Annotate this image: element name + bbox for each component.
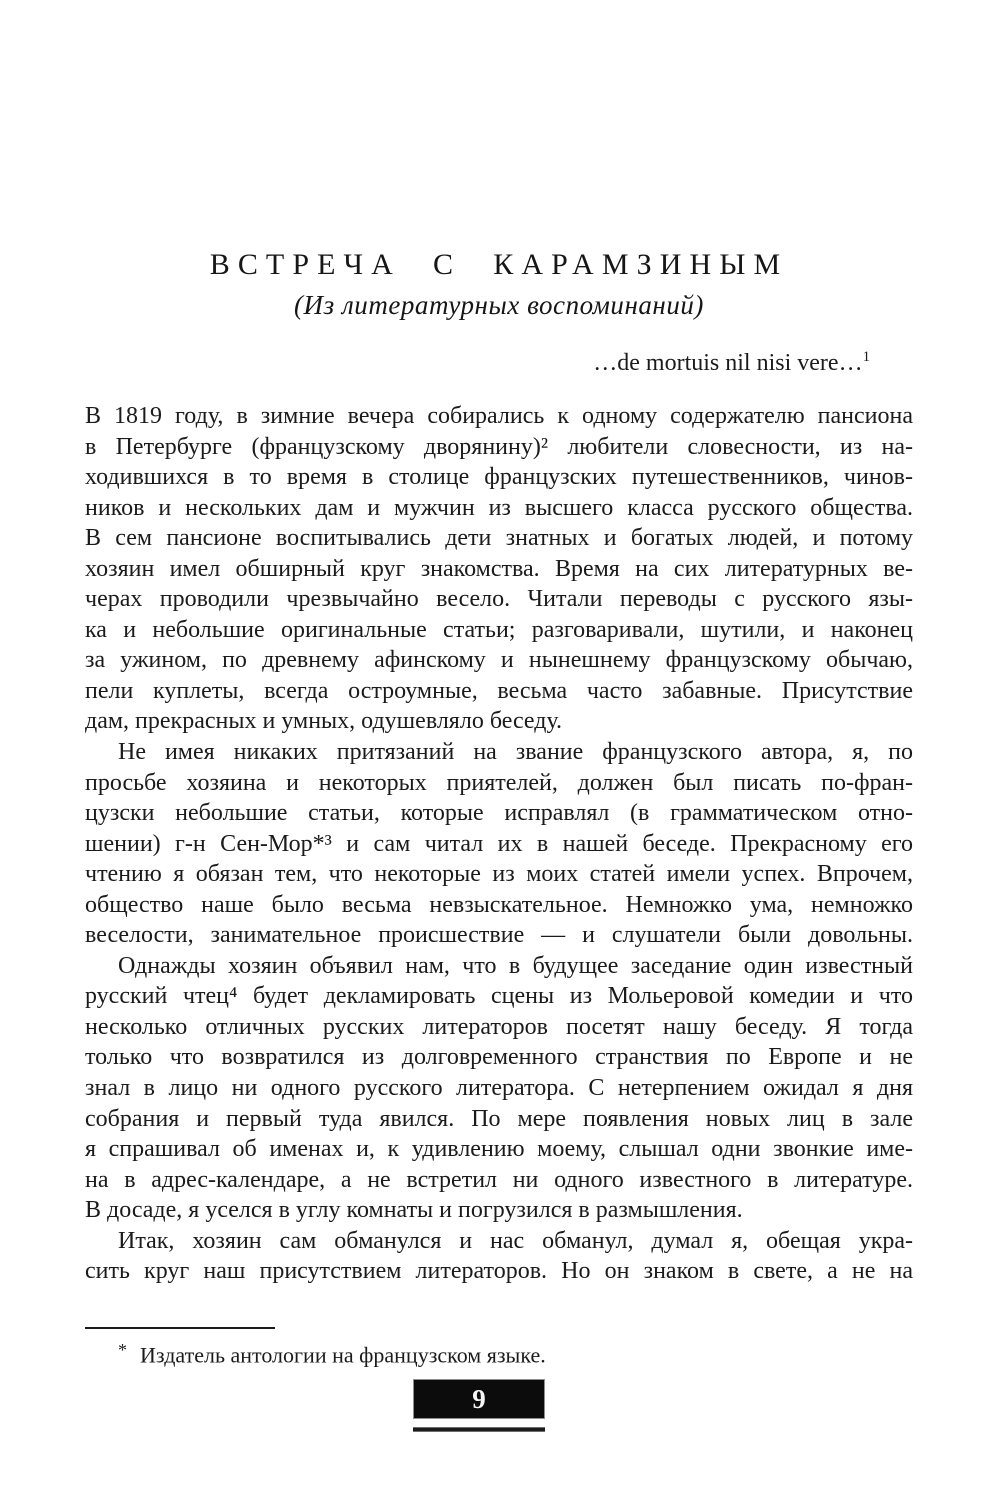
page-number: 9 (472, 1383, 486, 1414)
paragraph (85, 1226, 913, 1287)
epigraph-footnote-ref: 1 (862, 349, 870, 365)
paragraph (85, 401, 913, 737)
footnote-marker: * (118, 1340, 128, 1360)
text-line: в Петербурге (французскому дворянину)² любители словесности, из на- (85, 433, 913, 460)
text-line: Итак, хозяин сам обманулся и нас обманул, думал я, обещая укра- (118, 1227, 913, 1254)
text-line: черах проводили чрезвычайно весело. Читали переводы с русского язы- (85, 586, 913, 613)
page-number-plaque (413, 1379, 545, 1419)
text-line: Однажды хозяин объявил нам, что в будущее заседание один известный (118, 952, 913, 979)
footnote (85, 1337, 913, 1368)
text-line: общество наше было весьма невзыскательное. Немножко ума, немножко (85, 891, 913, 918)
text-line: ходившихся в то время в столице французских путешественников, чинов- (85, 464, 913, 491)
text-line: В сем пансионе воспитывались дети знатных и богатых людей, и потому (85, 525, 913, 552)
text-line: веселости, занимательное происшествие — и слушатели были довольны. (85, 922, 913, 949)
text-line: русский чтец⁴ будет декламировать сцены из Мольеровой комедии и что (85, 983, 913, 1010)
text-line: за ужином, по древнему афинскому и нынешнему французскому обычаю, (85, 647, 913, 674)
text-line: знал в лицо ни одного русского литератора. С нетерпением ожидал я дня (85, 1075, 913, 1102)
paragraph (85, 737, 913, 951)
text-line: В досаде, я уселся в углу комнаты и погрузился в размышления. (85, 1197, 743, 1224)
text-line: на в адрес-календаре, а не встретил ни одного известного в литературе. (85, 1166, 913, 1193)
text-line: собрания и первый туда явился. По мере появления новых лиц в зале (85, 1105, 913, 1132)
text-line: В 1819 году, в зимние вечера собирались к одному содержателю пансиона (85, 403, 913, 429)
text-line: сить круг наш присутствием литераторов. Но он знаком в свете, а не на (85, 1258, 913, 1285)
page-title: ВСТРЕЧА С КАРАМЗИНЫМ (209, 248, 789, 281)
text-line: Не имея никаких притязаний на звание французского автора, я, по (118, 739, 913, 766)
footnote-divider (85, 1327, 275, 1329)
paragraph (85, 951, 913, 1226)
text-line: ка и небольшие оригинальные статьи; разговаривали, шутили, и наконец (85, 616, 913, 643)
text-line: цузски небольшие статьи, которые исправлял (в грамматическом отно- (85, 800, 913, 827)
text-line: только что возвратился из долговременного странствия по Европе и не (85, 1044, 913, 1071)
text-line: хозяин имел обширный круг знакомства. Время на сих литературных ве- (85, 555, 913, 582)
text-line: дам, прекрасных и умных, одушевляло беседу. (85, 708, 563, 735)
text-line: чтению я обязан тем, что некоторые из моих статей имели успех. Впрочем, (85, 861, 913, 888)
text-line: несколько отличных русских литераторов посетят нашу беседу. Я тогда (85, 1013, 913, 1040)
text-line: пели куплеты, всегда остроумные, весьма часто забавные. Присутствие (85, 677, 913, 704)
text-line: я спрашивал об именах и, к удивлению моему, слышал одни звонкие име- (85, 1136, 913, 1163)
text-line: ников и нескольких дам и мужчин из высшего класса русского общества. (85, 494, 913, 521)
epigraph (85, 350, 913, 377)
footnote-text: Издатель антологии на французском языке. (140, 1342, 546, 1368)
body-text (85, 401, 913, 1287)
text-line: шении) г-н Сен-Мор*³ и сам читал их в нашей беседе. Прекрасному его (85, 830, 913, 857)
epigraph-text: …de mortuis nil nisi vere… (593, 350, 863, 376)
page-subtitle: (Из литературных воспоминаний) (294, 290, 704, 320)
page-number-underline (413, 1427, 545, 1432)
text-line: просьбе хозяина и некоторых приятелей, должен был писать по-фран- (85, 769, 913, 796)
